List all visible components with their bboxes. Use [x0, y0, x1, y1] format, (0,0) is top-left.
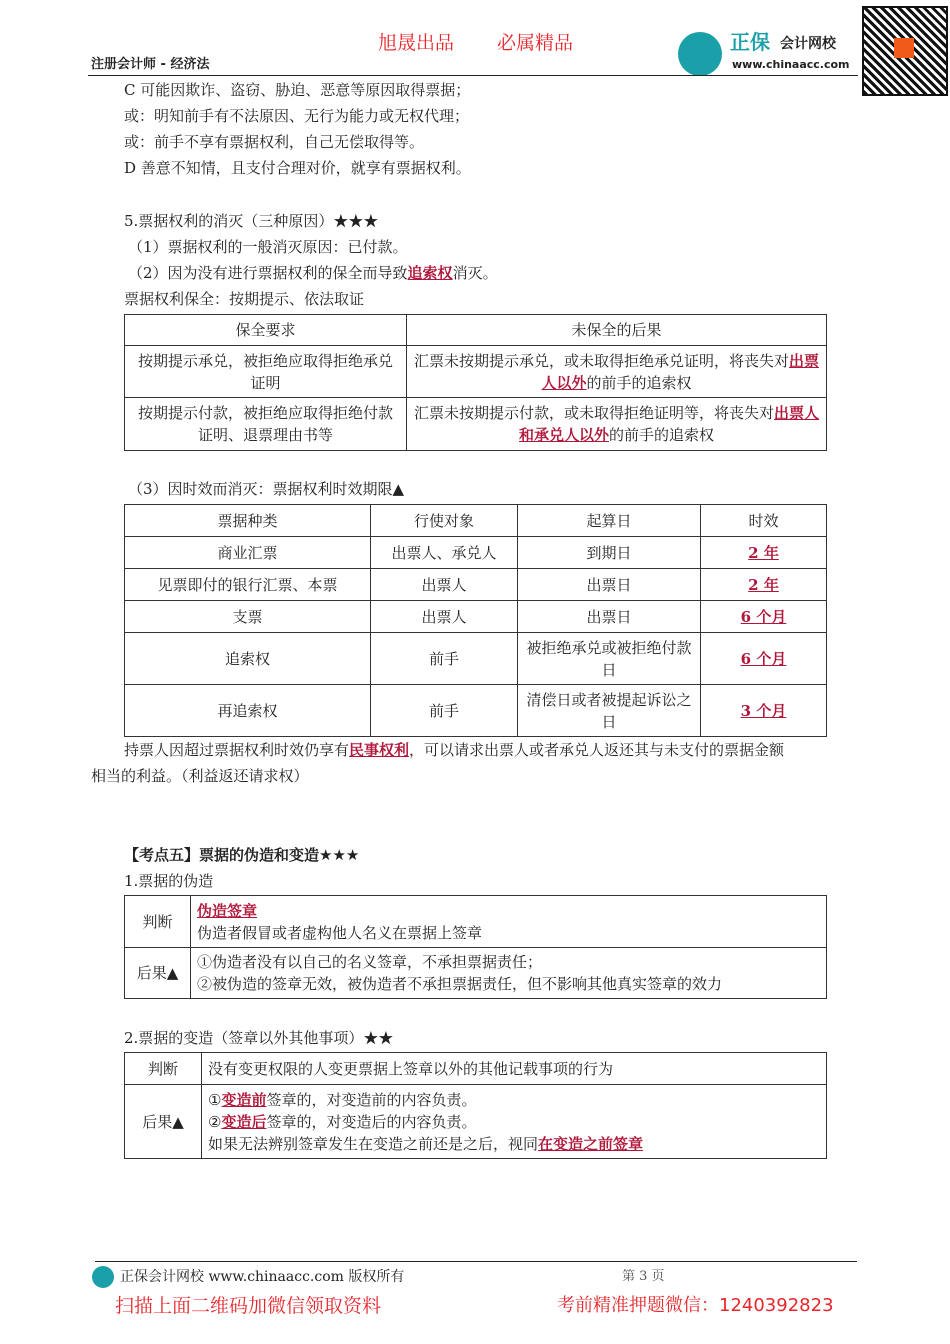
header-cell: 起算日	[518, 505, 701, 537]
table-row: 支票 出票人 出票日 6 个月	[125, 601, 827, 633]
footer-logo-icon	[92, 1266, 114, 1288]
brand-sub: 会计网校	[780, 36, 836, 52]
copyright: 正保会计网校 www.chinaacc.com 版权所有	[120, 1269, 405, 1285]
header-cell: 后果▲	[125, 948, 191, 999]
section-title: 【考点五】票据的伪造和变造★★★	[124, 846, 360, 864]
intro-line: C 可能因欺诈、盗窃、胁迫、恶意等原因取得票据；	[124, 81, 471, 99]
subheading: 2.票据的变造（签章以外其他事项）★★	[124, 1029, 394, 1047]
table-row	[125, 398, 827, 451]
paragraph: （1）票据权利的一般消灭原因：已付款。	[128, 238, 408, 256]
section-title: 5.票据权利的消灭（三种原因）★★★	[124, 212, 379, 230]
cell: 按期提示承兑，被拒绝应取得拒绝承兑证明	[125, 346, 407, 398]
cell: 汇票未按期提示承兑，或未取得拒绝承兑证明，将丧失对出票人以外的前手的追索权	[407, 346, 827, 398]
cell: ①变造前签章的，对变造前的内容负责。 ②变造后签章的，对变造后的内容负责。 如果无法辨别签章发生在变造之前还是之后，视同在变造之前签章	[202, 1085, 827, 1159]
text: （2）因为没有进行票据权利的保全而导致	[128, 264, 408, 282]
slogan-2: 必属精品	[497, 32, 574, 54]
paragraph: （3）因时效而消灭：票据权利时效期限▲	[128, 480, 405, 498]
subheading: 1.票据的伪造	[124, 872, 214, 890]
header-cell: 判断	[125, 896, 191, 948]
header-cell: 时效	[701, 505, 827, 537]
header-rule	[88, 75, 858, 76]
cell: 汇票未按期提示付款，或未取得拒绝证明等，将丧失对出票人和承兑人以外的前手的追索权	[407, 398, 827, 451]
intro-line: D 善意不知情，且支付合理对价，就享有票据权利。	[124, 159, 471, 177]
forgery-table	[124, 895, 827, 999]
header-cell: 行使对象	[371, 505, 518, 537]
header-cell: 保全要求	[125, 315, 407, 346]
cell: 伪造签章 伪造者假冒或者虚构他人名义在票据上签章	[191, 896, 827, 948]
table-row: 商业汇票 出票人、承兑人 到期日 2 年	[125, 537, 827, 569]
brand-logo	[678, 30, 858, 76]
promo-right: 考前精准押题微信：1240392823	[557, 1295, 834, 1316]
limitation-table	[124, 504, 827, 737]
alteration-table	[124, 1052, 827, 1159]
qr-code	[862, 6, 948, 96]
table-row	[125, 346, 827, 398]
promo-left: 扫描上面二维码加微信领取资料	[115, 1295, 382, 1317]
header-cell: 未保全的后果	[407, 315, 827, 346]
note-cont: 相当的利益。（利益返还请求权）	[91, 767, 309, 785]
header-cell: 后果▲	[125, 1085, 202, 1159]
highlight: 追索权	[407, 264, 453, 282]
table-row: 再追索权 前手 清偿日或者被提起诉讼之日 3 个月	[125, 685, 827, 737]
header-cell: 票据种类	[125, 505, 371, 537]
footer-rule	[95, 1261, 857, 1262]
brand-name: 正保	[730, 30, 770, 54]
intro-line: 或：明知前手有不法原因、无行为能力或无权代理；	[124, 107, 470, 125]
text: 消灭。	[452, 264, 498, 282]
table-row: 见票即付的银行汇票、本票 出票人 出票日 2 年	[125, 569, 827, 601]
paragraph	[128, 260, 498, 286]
preservation-table	[124, 314, 827, 451]
slogan-1: 旭晟出品	[378, 32, 455, 54]
note: 持票人因超过票据权利时效仍享有民事权利，可以请求出票人或者承兑人返还其与未支付的票据金额	[124, 741, 785, 759]
paragraph: 票据权利保全：按期提示、依法取证	[124, 290, 365, 308]
cell: 没有变更权限的人变更票据上签章以外的其他记载事项的行为	[202, 1053, 827, 1085]
logo-icon	[678, 32, 722, 76]
brand-url: www.chinaacc.com	[732, 58, 850, 71]
cell: 按期提示付款，被拒绝应取得拒绝付款证明、退票理由书等	[125, 398, 407, 451]
table-row: 追索权 前手 被拒绝承兑或被拒绝付款日 6 个月	[125, 633, 827, 685]
subject-label: 注册会计师 - 经济法	[91, 57, 210, 72]
page-number: 第 3 页	[622, 1269, 665, 1284]
cell: ①伪造者没有以自己的名义签章，不承担票据责任； ②被伪造的签章无效，被伪造者不承担票据责任，但不影响其他真实签章的效力	[191, 948, 827, 999]
intro-line: 或：前手不享有票据权利，自己无偿取得等。	[124, 133, 425, 151]
header-cell: 判断	[125, 1053, 202, 1085]
